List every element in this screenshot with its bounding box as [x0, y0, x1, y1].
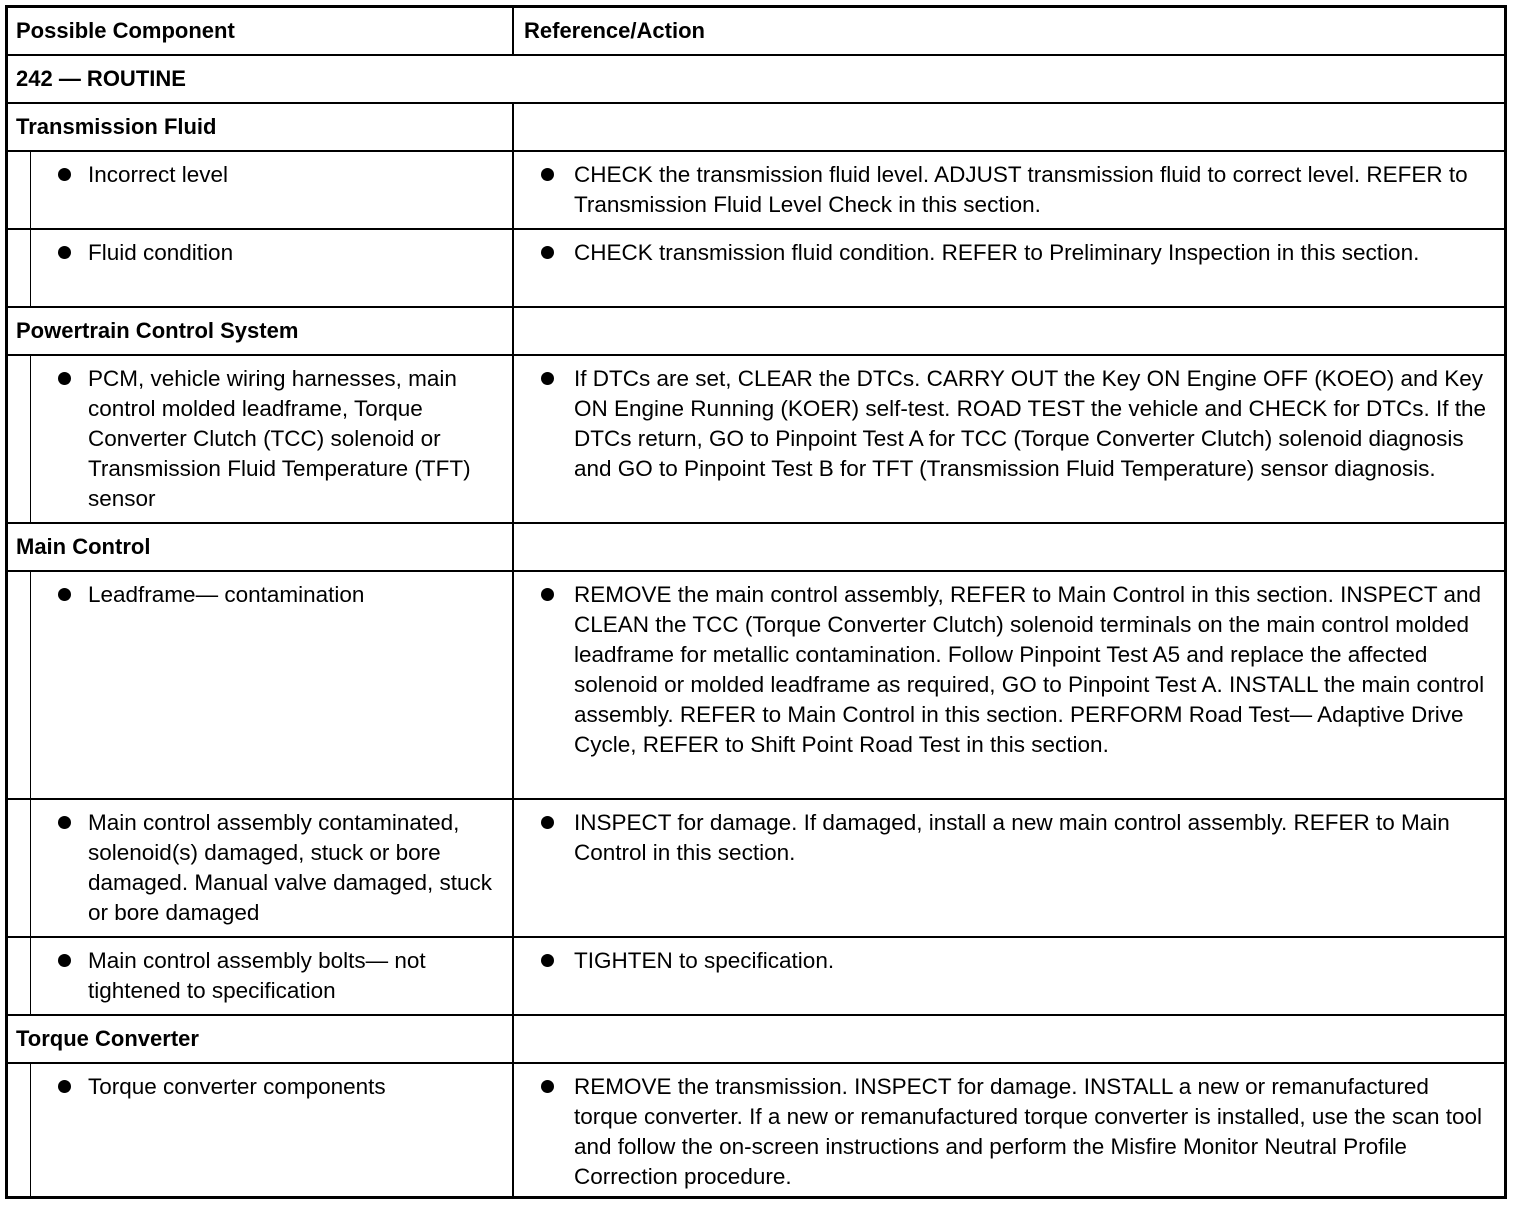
indent-gutter — [8, 356, 31, 522]
bullet-icon — [58, 588, 71, 601]
action-cell — [514, 152, 1504, 228]
diagnosis-table — [5, 5, 1507, 1199]
table-row — [8, 152, 1504, 230]
action-text: CHECK transmission fluid condition. REFER to Preliminary Inspection in this section. — [574, 240, 1420, 265]
group-row — [8, 104, 1504, 152]
group-title: Torque Converter — [16, 1026, 199, 1051]
table-row — [8, 356, 1504, 524]
component-text: Main control assembly bolts— not tightened to specification — [88, 948, 426, 1003]
indent-gutter — [8, 800, 31, 936]
bullet-icon — [541, 588, 554, 601]
group-title: Powertrain Control System — [16, 318, 299, 343]
action-cell — [514, 938, 1504, 1014]
action-text: If DTCs are set, CLEAR the DTCs. CARRY OUT the Key ON Engine OFF (KOEO) and Key ON Engine Running (KOER) self-test. ROAD TEST the vehicle and CHECK for DTCs. If the DTCs return, GO to Pinpoint Test A for TCC (Torque Converter Clutch) solenoid diagnosis and GO to Pinpoint Test B for TFT (Transmission Fluid Temperature) sensor diagnosis. — [574, 366, 1487, 481]
action-cell — [514, 356, 1504, 522]
header-cell-action — [514, 8, 1504, 54]
bullet-icon — [58, 816, 71, 829]
group-empty-cell — [514, 524, 1504, 570]
action-text: INSPECT for damage. If damaged, install a new main control assembly. REFER to Main Control in this section. — [574, 810, 1450, 865]
section-title: 242 — ROUTINE — [16, 66, 186, 91]
header-component-label: Possible Component — [16, 18, 235, 43]
action-text: TIGHTEN to specification. — [574, 948, 835, 973]
table-row — [8, 1064, 1504, 1196]
header-cell-component — [8, 8, 514, 54]
indent-gutter — [8, 572, 31, 798]
component-cell — [8, 230, 514, 306]
action-cell — [514, 800, 1504, 936]
group-row — [8, 524, 1504, 572]
group-empty-cell — [514, 1016, 1504, 1062]
component-text: PCM, vehicle wiring harnesses, main control molded leadframe, Torque Converter Clutch (TCC) solenoid or Transmission Fluid Temperature (TFT) sensor — [88, 366, 471, 511]
group-title-cell — [8, 524, 514, 570]
bullet-icon — [58, 246, 71, 259]
bullet-icon — [58, 954, 71, 967]
indent-gutter — [8, 1064, 31, 1196]
group-empty-cell — [514, 308, 1504, 354]
bullet-icon — [541, 372, 554, 385]
group-title: Transmission Fluid — [16, 114, 217, 139]
action-cell — [514, 230, 1504, 306]
group-title-cell — [8, 104, 514, 150]
section-title-row — [8, 56, 1504, 104]
bullet-icon — [541, 1080, 554, 1093]
header-action-label: Reference/Action — [524, 18, 705, 43]
table-row — [8, 230, 1504, 308]
table-row — [8, 938, 1504, 1016]
group-row — [8, 1016, 1504, 1064]
table-row — [8, 572, 1504, 800]
bullet-icon — [541, 246, 554, 259]
group-title: Main Control — [16, 534, 151, 559]
bullet-icon — [58, 1080, 71, 1093]
group-title-cell — [8, 308, 514, 354]
action-cell — [514, 572, 1504, 798]
group-title-cell — [8, 1016, 514, 1062]
component-cell — [8, 800, 514, 936]
table-row — [8, 800, 1504, 938]
bullet-icon — [541, 168, 554, 181]
component-text: Fluid condition — [88, 240, 234, 265]
bullet-icon — [541, 816, 554, 829]
component-cell — [8, 572, 514, 798]
component-cell — [8, 938, 514, 1014]
indent-gutter — [8, 152, 31, 228]
group-row — [8, 308, 1504, 356]
component-cell — [8, 356, 514, 522]
group-empty-cell — [514, 104, 1504, 150]
action-cell — [514, 1064, 1504, 1196]
component-cell — [8, 152, 514, 228]
action-text: CHECK the transmission fluid level. ADJUST transmission fluid to correct level. REFER to Transmission Fluid Level Check in this section. — [574, 162, 1468, 217]
section-title-cell — [8, 56, 1504, 102]
component-text: Torque converter components — [88, 1074, 386, 1099]
action-text: REMOVE the main control assembly, REFER to Main Control in this section. INSPECT and CLEAN the TCC (Torque Converter Clutch) solenoid terminals on the main control molded leadframe for metallic contamination. Follow Pinpoint Test A5 and replace the affected solenoid or molded leadframe as required, GO to Pinpoint Test A. INSTALL the main control assembly. REFER to Main Control in this section. PERFORM Road Test— Adaptive Drive Cycle, REFER to Shift Point Road Test in this section. — [574, 582, 1485, 757]
bullet-icon — [541, 954, 554, 967]
indent-gutter — [8, 938, 31, 1014]
bullet-icon — [58, 168, 71, 181]
component-text: Leadframe— contamination — [88, 582, 365, 607]
action-text: REMOVE the transmission. INSPECT for damage. INSTALL a new or remanufactured torque converter. If a new or remanufactured torque converter is installed, use the scan tool and follow the on-screen instructions and perform the Misfire Monitor Neutral Profile Correction procedure. — [574, 1074, 1482, 1189]
indent-gutter — [8, 230, 31, 306]
component-text: Incorrect level — [88, 162, 229, 187]
bullet-icon — [58, 372, 71, 385]
component-cell — [8, 1064, 514, 1196]
component-text: Main control assembly contaminated, solenoid(s) damaged, stuck or bore damaged. Manual valve damaged, stuck or bore damaged — [88, 810, 492, 925]
table-header-row — [8, 8, 1504, 56]
